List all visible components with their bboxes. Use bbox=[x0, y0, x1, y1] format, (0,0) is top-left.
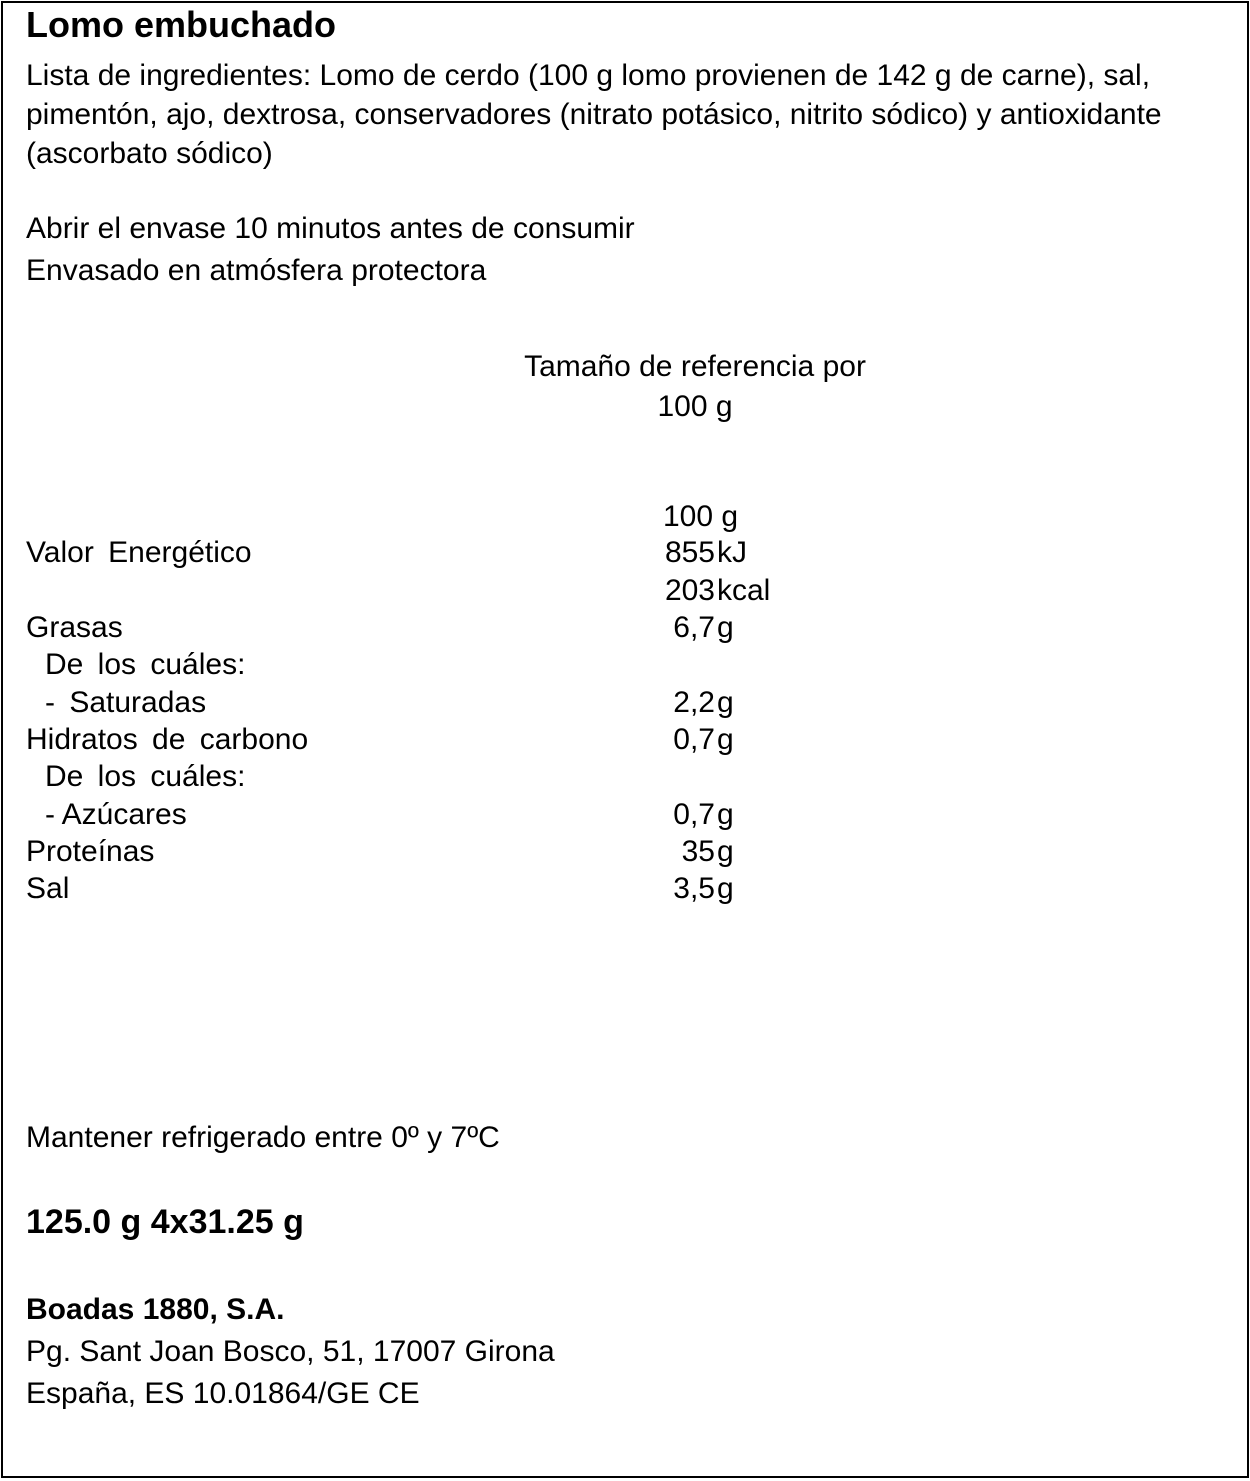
manufacturer-registration: España, ES 10.01864/GE CE bbox=[26, 1377, 420, 1410]
net-weight: 125.0 g 4x31.25 g bbox=[26, 1203, 304, 1241]
nutrient-value: 0,7 bbox=[673, 723, 715, 756]
nutrient-unit: g bbox=[717, 686, 734, 719]
nutrient-unit: g bbox=[717, 872, 734, 905]
nutrient-value: 203 bbox=[664, 574, 715, 607]
nutrient-label: Valor Energético bbox=[26, 536, 252, 569]
nutrient-value: 35 bbox=[681, 835, 715, 868]
nutrient-value: 2,2 bbox=[673, 686, 715, 719]
ingredients-list: Lista de ingredientes: Lomo de cerdo (100 g lomo provienen de 142 g de carne), sal, pimentón, ajo, dextrosa, conservadores (nitrato potásico, nitrito sódico) y antioxidante (ascorbato sódico) bbox=[26, 59, 1162, 170]
reference-size-label: Tamaño de referencia por bbox=[524, 350, 866, 383]
nutrient-value: 0,7 bbox=[673, 798, 715, 831]
nutrient-label: Grasas bbox=[26, 611, 123, 644]
nutrient-unit: kcal bbox=[717, 574, 771, 607]
product-title: Lomo embuchado bbox=[26, 4, 337, 45]
nutrient-value: 3,5 bbox=[673, 872, 715, 905]
packaging-note: Envasado en atmósfera protectora bbox=[26, 254, 487, 287]
nutrient-unit: g bbox=[717, 798, 734, 831]
nutrient-label: - Azúcares bbox=[45, 798, 187, 831]
storage-instruction: Mantener refrigerado entre 0º y 7ºC bbox=[26, 1121, 500, 1154]
nutrient-label: De los cuáles: bbox=[45, 760, 246, 793]
manufacturer-address: Pg. Sant Joan Bosco, 51, 17007 Girona bbox=[26, 1335, 555, 1368]
manufacturer-name: Boadas 1880, S.A. bbox=[26, 1293, 285, 1326]
nutrient-label: De los cuáles: bbox=[45, 648, 246, 681]
nutrient-value: 855 bbox=[664, 536, 715, 569]
nutrient-label: Sal bbox=[26, 872, 70, 905]
nutrient-label: Proteínas bbox=[26, 835, 155, 868]
reference-size-value: 100 g bbox=[657, 390, 733, 423]
nutrition-column-header: 100 g bbox=[663, 500, 739, 533]
nutrient-label: - Saturadas bbox=[45, 686, 207, 719]
nutrient-value: 6,7 bbox=[673, 611, 715, 644]
nutrient-unit: g bbox=[717, 611, 734, 644]
opening-instruction: Abrir el envase 10 minutos antes de consumir bbox=[26, 212, 635, 245]
nutrient-unit: g bbox=[717, 835, 734, 868]
nutrient-unit: g bbox=[717, 723, 734, 756]
nutrient-label: Hidratos de carbono bbox=[26, 723, 309, 756]
nutrient-unit: kJ bbox=[717, 536, 747, 569]
